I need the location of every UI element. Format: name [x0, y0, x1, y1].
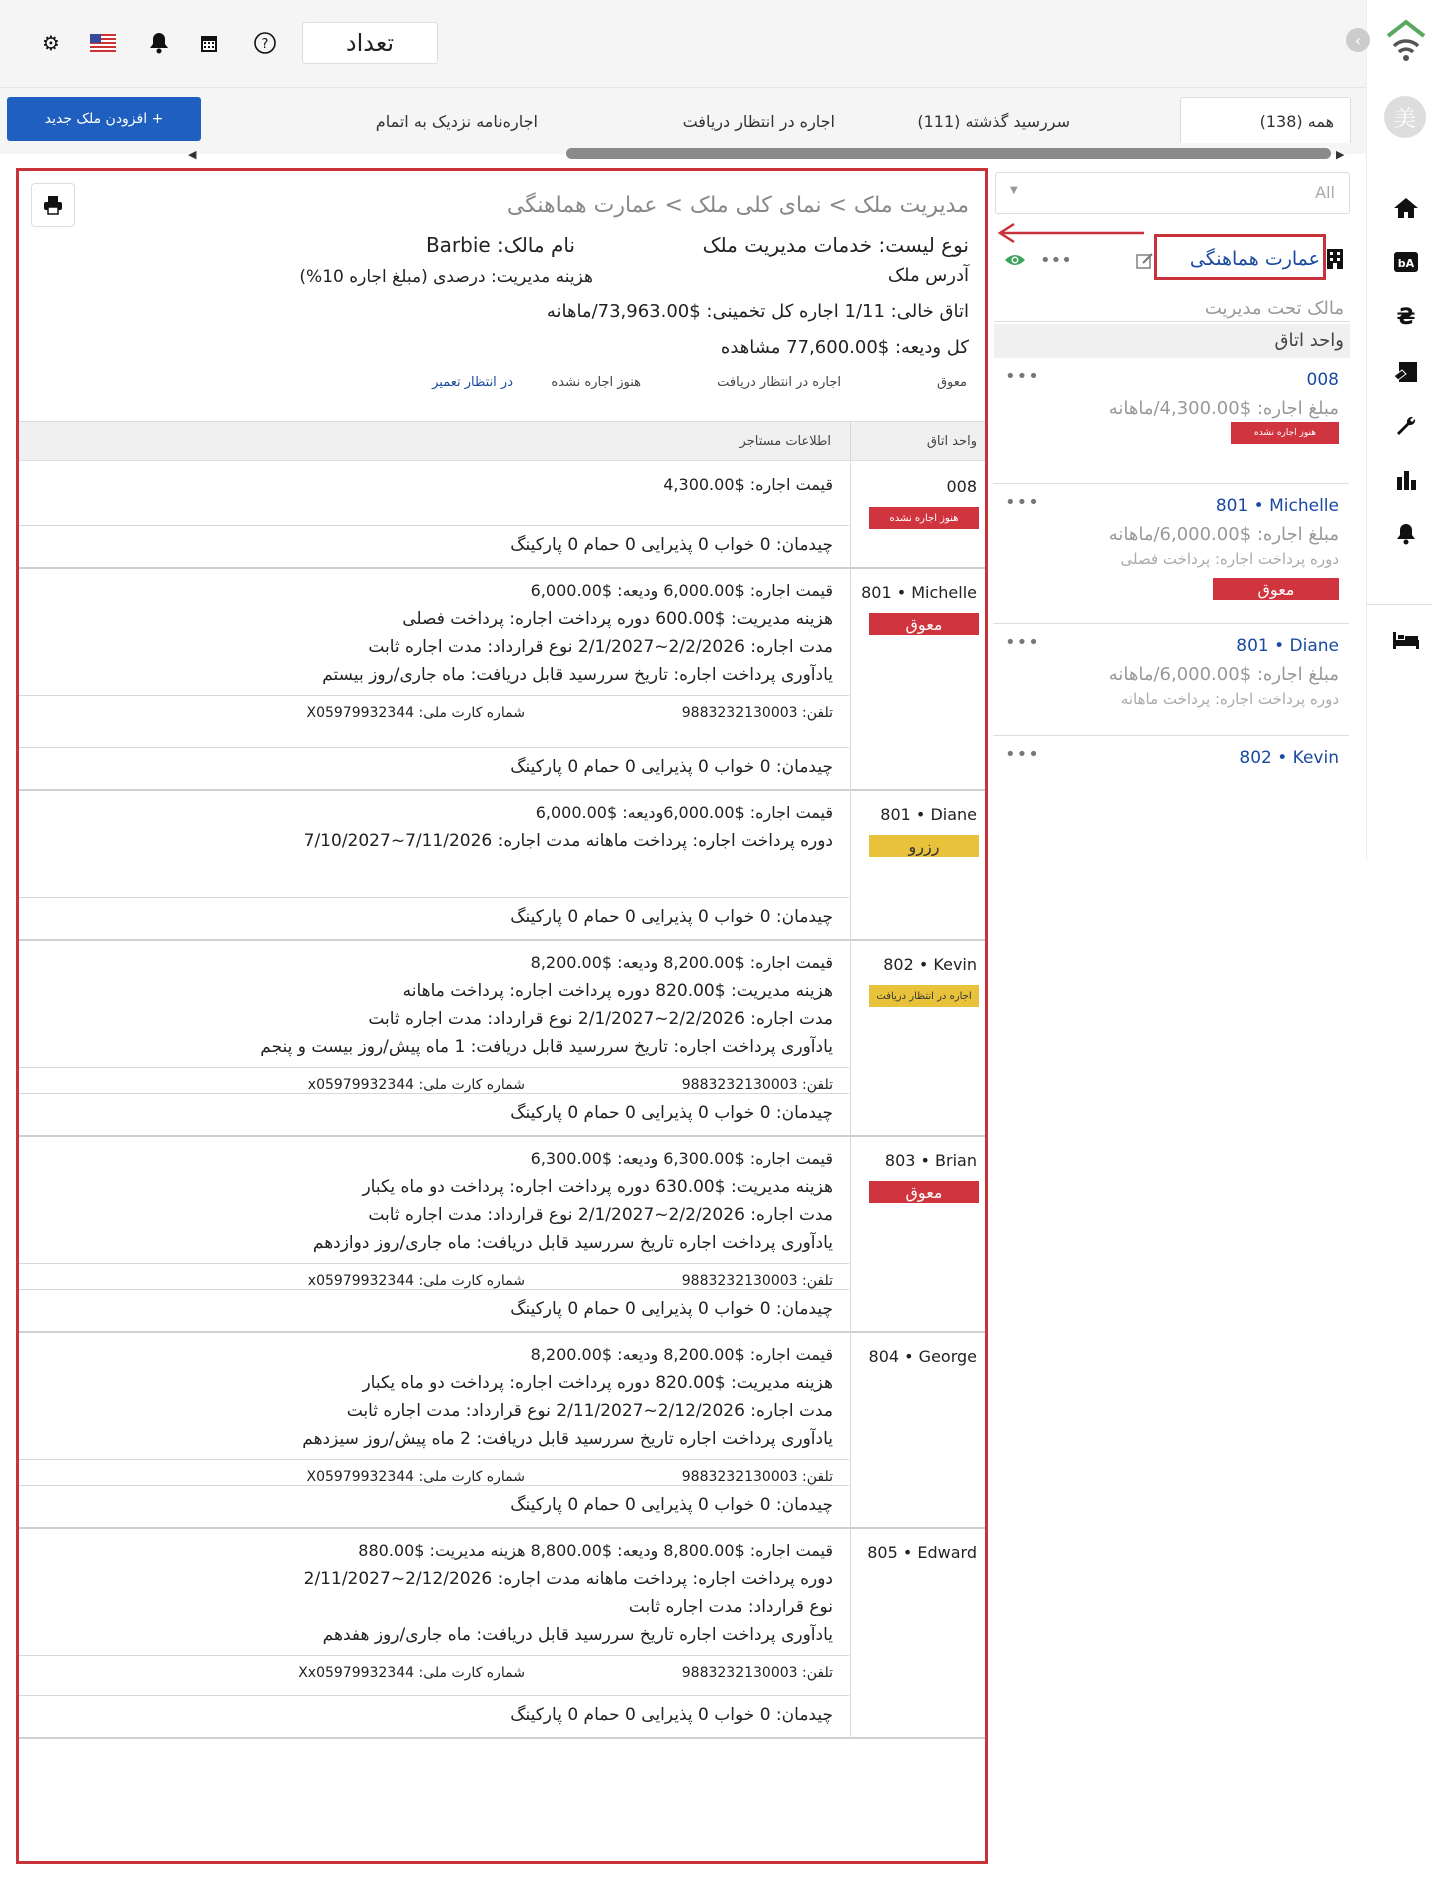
tab-all-label[interactable]: همه (138) — [1259, 112, 1334, 131]
listing-type: نوع لیست: خدمات مدیریت ملک — [702, 233, 969, 257]
row-divider — [19, 1067, 849, 1068]
column-divider — [850, 569, 851, 791]
top-toolbar — [0, 0, 1380, 88]
scroll-left-icon[interactable]: ◀ — [188, 148, 197, 161]
breadcrumb[interactable]: مدیریت ملک > نمای کلی ملک > عمارت هماهنگی — [506, 193, 969, 218]
bar-chart-icon[interactable] — [1392, 466, 1420, 494]
tenant-info-line: مدت اجاره: 2/12/2026~2/11/2027 نوع قرارداد: مدت اجاره ثابت — [346, 1401, 833, 1421]
row-divider — [19, 747, 849, 748]
tenant-info-line: یادآوری پرداخت اجاره تاریخ سررسید قابل دریافت: 2 ماه پیش/روز سیزدهم — [302, 1429, 833, 1449]
status-badge: هنوز اجاره نشده — [1231, 422, 1339, 444]
tenant-info-line: مدت اجاره: 2/2/2026~2/1/2027 نوع قرارداد: مدت اجاره ثابت — [368, 1205, 833, 1225]
unit-heading-bar — [994, 324, 1350, 358]
row-divider — [19, 1485, 849, 1486]
tenant-info-line: قیمت اجاره: $4,300.00 — [663, 475, 833, 494]
row-divider — [19, 1695, 849, 1696]
sidebar-unit-card[interactable] — [993, 484, 1349, 624]
legend-repair: در انتظار تعمیر — [432, 375, 513, 390]
tenant-info-line: هزینه مدیریت: $820.00 دوره پرداخت اجاره: پرداخت ماهانه — [402, 981, 833, 1001]
count-search-input[interactable]: تعداد — [302, 22, 438, 64]
column-divider — [850, 463, 851, 569]
unit-name[interactable]: 801 • Michelle — [861, 583, 977, 602]
tab-overdue[interactable]: سررسید گذشته (111) — [917, 112, 1070, 131]
status-badge: معوق — [1213, 578, 1339, 600]
row-divider — [19, 1263, 849, 1264]
unit-title[interactable]: 008 — [1306, 370, 1339, 390]
help-circle-icon[interactable] — [252, 30, 278, 56]
tenant-info-line: هزینه مدیریت: $630.00 دوره پرداخت اجاره: پرداخت دو ماه یکبار — [362, 1177, 833, 1197]
owner-name: نام مالک: Barbie — [425, 233, 575, 257]
home-icon[interactable] — [1392, 194, 1420, 222]
owner-managed-label: مالک تحت مدیریت — [1204, 298, 1344, 319]
sidebar-unit-card[interactable] — [993, 624, 1349, 736]
svg-text:?: ? — [261, 37, 269, 52]
tenant-info-line: نوع قرارداد: مدت اجاره ثابت — [628, 1597, 833, 1617]
wifi-logo-icon — [1384, 18, 1428, 68]
room-layout: چیدمان: 0 خواب 0 پذیرایی 0 حمام 0 پارکینگ — [510, 1103, 833, 1123]
unit-rent: مبلغ اجاره: $6,000.00/ماهانه — [1108, 664, 1339, 685]
sidebar-unit-card[interactable] — [993, 736, 1349, 776]
tenant-info-line: قیمت اجاره: $8,200.00 ودیعه: $8,200.00 — [530, 1345, 833, 1364]
tenant-info-line: یادآوری پرداخت اجاره تاریخ سررسید قابل دریافت: ماه جاری/روز هفدهم — [322, 1625, 833, 1645]
row-divider — [19, 1459, 849, 1460]
table-row[interactable] — [19, 463, 985, 569]
scroll-right-icon[interactable]: ▶ — [1336, 148, 1345, 161]
property-detail-panel — [16, 168, 988, 1864]
tenant-info-line: دوره پرداخت اجاره: پرداخت ماهانه مدت اجاره: 2/12/2026~2/11/2027 — [303, 1569, 833, 1589]
property-address: آدرس ملک — [887, 265, 969, 286]
tenant-info-line: یادآوری پرداخت اجاره تاریخ سررسید قابل دریافت: ماه جاری/روز دوازدهم — [312, 1233, 833, 1253]
legend-pending: اجاره در انتظار دریافت — [717, 375, 841, 390]
tenant-info-line: قیمت اجاره: $8,200.00 ودیعه: $8,200.00 — [530, 953, 833, 972]
tenant-phone: تلفن: 9883232130003 — [681, 705, 833, 721]
annotation-arrow — [996, 222, 1148, 244]
avatar[interactable]: 美 — [1384, 96, 1426, 138]
tenant-info-line: یادآوری پرداخت اجاره: تاریخ سررسید قابل دریافت: 1 ماه پیش/روز بیست و پنجم — [260, 1037, 833, 1057]
vacancy-summary: اتاق خالی: 1/11 اجاره کل تخمینی: $73,963.00/ماهانه — [546, 301, 969, 322]
tenant-info-line: قیمت اجاره: $8,800.00 ودیعه: $8,800.00 هزینه مدیریت: $880.00 — [358, 1541, 833, 1560]
status-badge: معوق — [869, 1181, 979, 1203]
calendar-icon[interactable] — [196, 30, 222, 56]
column-divider — [850, 791, 851, 941]
row-divider — [19, 525, 849, 526]
tenant-national-id: شماره کارت ملی: X05979932344 — [306, 1469, 525, 1485]
room-layout: چیدمان: 0 خواب 0 پذیرایی 0 حمام 0 پارکینگ — [510, 1705, 833, 1725]
unit-name[interactable]: 801 • Diane — [880, 805, 977, 824]
row-divider — [19, 1655, 849, 1656]
unit-title[interactable]: 801 • Diane — [1236, 636, 1339, 656]
status-badge: هنوز اجاره نشده — [869, 507, 979, 529]
unit-payment-period: دوره پرداخت اجاره: پرداخت فصلی — [1120, 550, 1339, 568]
tenant-info-line: هزینه مدیریت: $820.00 دوره پرداخت اجاره: پرداخت دو ماه یکبار — [362, 1373, 833, 1393]
status-badge: اجاره در انتظار دریافت — [869, 985, 979, 1007]
building-icon — [1326, 248, 1344, 274]
room-layout: چیدمان: 0 خواب 0 پذیرایی 0 حمام 0 پارکینگ — [510, 535, 833, 555]
us-flag-icon[interactable] — [90, 30, 116, 56]
tenant-national-id: شماره کارت ملی: Xx05979932344 — [298, 1665, 525, 1681]
tenant-national-id: شماره کارت ملی: x05979932344 — [307, 1273, 525, 1289]
filter-select-value: All — [1315, 183, 1335, 202]
column-divider — [850, 1529, 851, 1739]
table-row[interactable] — [19, 569, 985, 791]
unit-heading: واحد اتاق — [1274, 330, 1344, 351]
room-layout: چیدمان: 0 خواب 0 پذیرایی 0 حمام 0 پارکینگ — [510, 907, 833, 927]
print-icon[interactable] — [31, 183, 75, 227]
unit-name[interactable]: 008 — [946, 477, 977, 496]
tenant-info-line: قیمت اجاره: $6,000.00 ودیعه: $6,000.00 — [530, 581, 833, 600]
table-row[interactable] — [19, 941, 985, 1137]
unit-title[interactable]: 801 • Michelle — [1215, 496, 1339, 516]
column-tenant: اطلاعات مستاجر — [739, 434, 831, 449]
table-row[interactable] — [19, 791, 985, 941]
management-fee: هزینه مدیریت: درصدی (مبلغ اجاره 10%) — [299, 267, 593, 287]
tab-pending-rent[interactable]: اجاره در انتظار دریافت — [682, 112, 835, 131]
column-divider — [850, 941, 851, 1137]
unit-title[interactable]: 802 • Kevin — [1239, 748, 1339, 768]
room-layout: چیدمان: 0 خواب 0 پذیرایی 0 حمام 0 پارکینگ — [510, 757, 833, 777]
more-options-icon[interactable]: ••• — [1005, 492, 1040, 513]
more-options-icon[interactable]: ••• — [1005, 632, 1040, 653]
room-layout: چیدمان: 0 خواب 0 پذیرایی 0 حمام 0 پارکینگ — [510, 1299, 833, 1319]
deposit-summary[interactable]: کل ودیعه: $77,600.00 مشاهده — [720, 337, 969, 358]
tenant-national-id: شماره کارت ملی: X05979932344 — [306, 705, 525, 721]
tenant-national-id: شماره کارت ملی: x05979932344 — [307, 1077, 525, 1093]
tenant-phone: تلفن: 9883232130003 — [681, 1273, 833, 1289]
row-divider — [19, 1289, 849, 1290]
more-options-icon[interactable]: ••• — [1005, 744, 1040, 765]
row-divider — [19, 695, 849, 696]
room-layout: چیدمان: 0 خواب 0 پذیرایی 0 حمام 0 پارکینگ — [510, 1495, 833, 1515]
unit-payment-period: دوره پرداخت اجاره: پرداخت ماهانه — [1120, 690, 1339, 708]
edit-icon[interactable] — [1136, 252, 1154, 274]
property-icon[interactable] — [1392, 248, 1420, 276]
unit-name[interactable]: 805 • Edward — [867, 1543, 977, 1562]
legend-vacant: هنوز اجاره نشده — [551, 375, 641, 390]
column-divider — [850, 1137, 851, 1333]
tenant-info-line: مدت اجاره: 2/2/2026~2/1/2027 نوع قرارداد: مدت اجاره ثابت — [368, 1009, 833, 1029]
status-badge: رزرو — [869, 835, 979, 857]
notification-bell-icon[interactable] — [1392, 520, 1420, 548]
column-unit: واحد اتاق — [926, 434, 977, 449]
table-header — [19, 421, 985, 461]
horizontal-scrollbar[interactable] — [566, 148, 1331, 159]
tenant-info-line: مدت اجاره: 2/2/2026~2/1/2027 نوع قرارداد: مدت اجاره ثابت — [368, 637, 833, 657]
filter-select[interactable] — [995, 172, 1350, 214]
collapse-chevron-icon[interactable]: ‹ — [1346, 28, 1370, 52]
tenant-info-line: هزینه مدیریت: $600.00 دوره پرداخت اجاره: پرداخت فصلی — [402, 609, 833, 629]
tenant-phone: تلفن: 9883232130003 — [681, 1469, 833, 1485]
contract-icon[interactable] — [1392, 358, 1420, 386]
svg-text:₴: ₴ — [1396, 305, 1416, 329]
column-divider — [850, 1333, 851, 1529]
table-row[interactable] — [19, 1333, 985, 1529]
tenant-phone: تلفن: 9883232130003 — [681, 1077, 833, 1093]
tenant-info-line: دوره پرداخت اجاره: پرداخت ماهانه مدت اجاره: 7/11/2026~7/10/2027 — [303, 831, 833, 851]
unit-name[interactable]: 802 • Kevin — [883, 955, 977, 974]
more-options-icon[interactable]: ••• — [1040, 250, 1072, 271]
unit-name[interactable]: 803 • Brian — [884, 1151, 977, 1170]
more-options-icon[interactable]: ••• — [1005, 366, 1040, 387]
svg-text:bA: bA — [1397, 257, 1415, 270]
bed-icon[interactable] — [1392, 626, 1420, 654]
tenant-info-line: قیمت اجاره: $6,000.00ودیعه: $6,000.00 — [535, 803, 833, 822]
gear-icon[interactable]: ⚙ — [42, 31, 60, 55]
chevron-down-icon: ▼ — [1010, 185, 1018, 196]
add-property-button[interactable]: + افزودن ملک جدید — [7, 97, 201, 141]
building-title[interactable]: عمارت هماهنگی — [1189, 248, 1320, 270]
status-badge: معوق — [869, 613, 979, 635]
unit-rent: مبلغ اجاره: $4,300.00/ماهانه — [1108, 398, 1339, 419]
row-divider — [19, 897, 849, 898]
bell-icon[interactable] — [146, 30, 172, 56]
wrench-icon[interactable] — [1392, 412, 1420, 440]
table-row[interactable] — [19, 1529, 985, 1739]
tenant-info-line: قیمت اجاره: $6,300.00 ودیعه: $6,300.00 — [530, 1149, 833, 1168]
tenant-info-line: یادآوری پرداخت اجاره: تاریخ سررسید قابل دریافت: ماه جاری/روز بیستم — [322, 665, 833, 685]
sidebar-unit-card[interactable] — [993, 358, 1349, 484]
currency-icon[interactable] — [1392, 302, 1420, 330]
legend-overdue: معوق — [936, 375, 967, 390]
unit-rent: مبلغ اجاره: $6,000.00/ماهانه — [1108, 524, 1339, 545]
row-divider — [19, 1093, 849, 1094]
tenant-phone: تلفن: 9883232130003 — [681, 1665, 833, 1681]
unit-name[interactable]: 804 • George — [868, 1347, 977, 1366]
nav-divider — [1366, 604, 1432, 605]
eye-icon[interactable] — [1004, 252, 1026, 272]
tab-expiring-lease[interactable]: اجاره‌نامه نزدیک به اتمام — [375, 112, 538, 131]
table-row[interactable] — [19, 1137, 985, 1333]
